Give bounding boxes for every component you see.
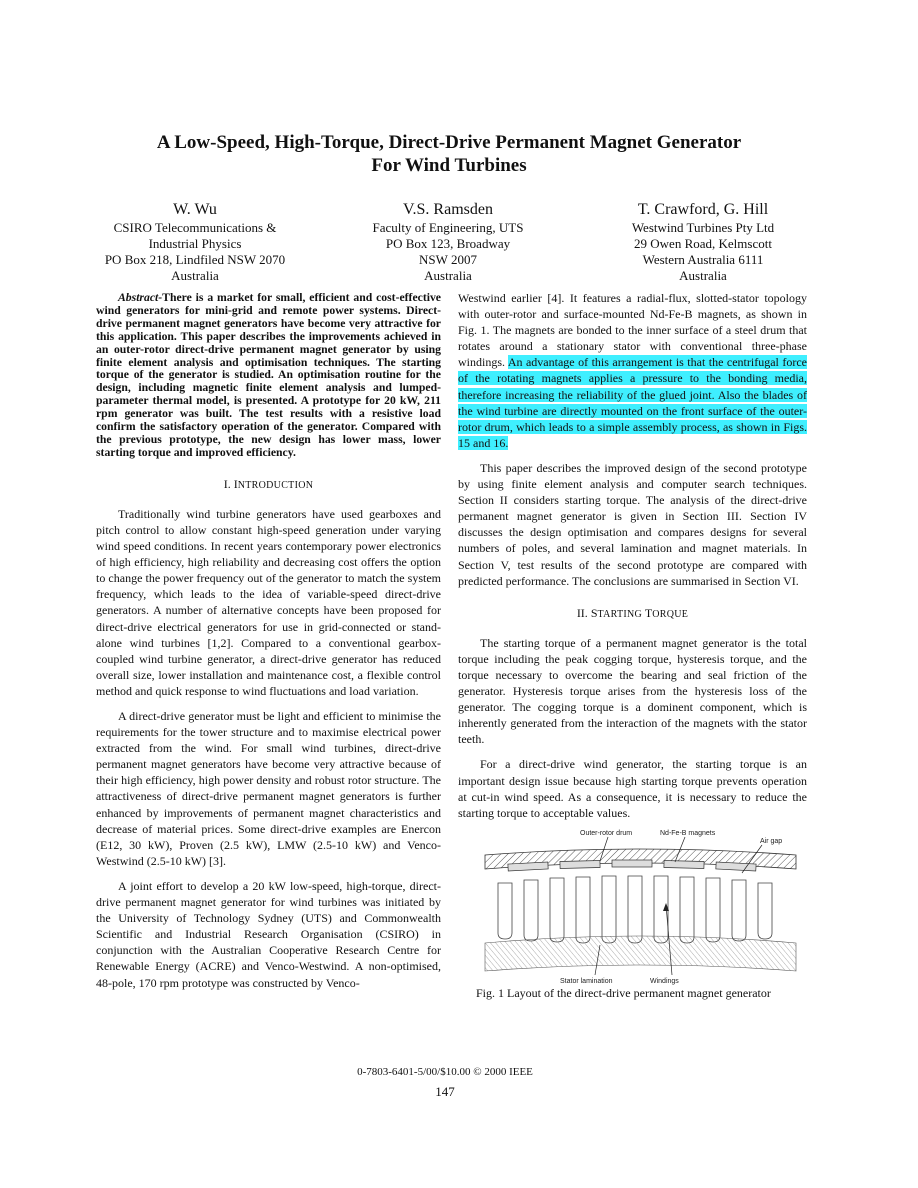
stator-teeth — [498, 876, 772, 943]
author-affil-line: NSW 2007 — [419, 252, 477, 267]
label-outer-rotor-drum: Outer-rotor drum — [580, 829, 633, 837]
section-initial: S — [590, 605, 598, 620]
label-air-gap: Air gap — [760, 837, 783, 845]
author-affil-line: Western Australia 6111 — [642, 252, 764, 267]
author-name: T. Crawford, G. Hill — [637, 201, 769, 218]
paragraph: For a direct-drive wind generator, the starting torque is an important design issue because high starting torque prevents operation at cut-in wind speed. As a consequence, it is necessary to reduce the starting torque to acceptable values. — [458, 757, 807, 820]
section-title-rest: TARTING — [597, 608, 645, 620]
section-heading-introduction — [96, 476, 441, 494]
abstract-lead: Abstract- — [118, 291, 163, 304]
author-affil-line: PO Box 218, Lindfiled NSW 2070 — [104, 252, 286, 267]
section-number: I. — [223, 476, 231, 491]
title-line-2: For Wind Turbines — [371, 155, 527, 176]
stator-lamination-shape — [485, 936, 796, 971]
section-initial: I — [233, 476, 238, 491]
author-affil-line: Australia — [679, 268, 727, 283]
label-stator-lamination: Stator lamination — [560, 977, 613, 985]
figure-caption: Fig. 1 Layout of the direct-drive permanent magnet generator — [476, 985, 771, 1000]
section-initial: T — [644, 605, 653, 620]
label-windings: Windings — [650, 977, 679, 985]
left-column — [96, 292, 441, 991]
section-title-rest: NTRODUCTION — [237, 479, 314, 491]
author-affil-line: CSIRO Telecommunications & — [113, 220, 277, 235]
author-block-3 — [600, 199, 806, 284]
paragraph: The starting torque of a permanent magnet generator is the total torque including the peak cogging torque, hysteresis torque, and the torque necessary to overcome the bearing and seal friction of the generator. Hysteresis torque arises from the hysteresis loss of the generator. The cogging torque is a dominent component, which is inherently generated from the interaction of the magnets with the stator teeth. — [458, 635, 807, 747]
label-magnets: Nd-Fe-B magnets — [660, 829, 716, 837]
abstract — [96, 292, 441, 460]
author-name: V.S. Ramsden — [403, 201, 493, 218]
right-column — [458, 290, 807, 1001]
figure-1 — [480, 825, 798, 985]
author-affil-line: Westwind Turbines Pty Ltd — [631, 220, 775, 235]
author-affil-line: Australia — [424, 268, 472, 283]
author-affil-line: 29 Owen Road, Kelmscott — [634, 236, 772, 251]
section-title-rest: ORQUE — [652, 608, 689, 620]
author-block-1 — [96, 199, 294, 284]
author-affil-line: Australia — [171, 268, 219, 283]
page-number: 147 — [435, 1084, 455, 1099]
paragraph: Traditionally wind turbine generators have used gearboxes and pitch control to allow constant high-speed generation under varying wind speed conditions. In recent years contemporary power electronics of high efficiency, high reliability and decreasing cost offers the option to change the power frequency out of the generator to match the system frequency, which leads to the idea of variable-speed direct-drive generators. A number of alternative concepts have been proposed for direct-drive electrical generators for use in grid-connected or stand-alone wind turbines [1,2]. Compared to a conventional gearbox-coupled wind turbine generator, a direct-drive generator has reduced overall size, lower installation and maintenance cost, a flexible control method and quick response to wind fluctuations and load variation. — [96, 506, 441, 698]
section-number: II. — [576, 605, 588, 620]
paragraph — [458, 290, 807, 451]
author-affil-line: Faculty of Engineering, UTS — [372, 220, 524, 235]
author-name: W. Wu — [173, 201, 217, 218]
author-affil-line: PO Box 123, Broadway — [385, 236, 511, 251]
paragraph: This paper describes the improved design of the second prototype by using finite element analysis and computer search techniques. Section II considers starting torque. The analysis of the direct-drive permanent magnet generator is given in Section III. Section IV discusses the design optimisation and compares designs for several numbers of poles, and several lamination and magnet materials. In Section V, test results of the second prototype are compared with predicted performance. The conclusions are summarised in Section VI. — [458, 460, 807, 588]
title-line-1: A Low-Speed, High-Torque, Direct-Drive Permanent Magnet Generator — [156, 132, 742, 153]
section-heading-starting-torque — [458, 605, 807, 623]
paper-title — [0, 131, 898, 177]
paragraph: A direct-drive generator must be light and efficient to minimise the requirements for the tower structure and to maximise electrical power extracted from the wind. For small wind turbines, direct-drive permanent magnet generators have become very attractive because of their high efficiency, high power density and robust rotor structure. The attractiveness of direct-drive permanent magnet generators is further enhanced by improvements of permanent magnet characteristics and decrease of material prices. Some direct-drive examples are Enercon (E12, 30 kW), Proven (2.5 kW), LMW (2.5-10 kW) and Venco-Westwind (2.5-10 kW) [3]. — [96, 709, 441, 868]
paragraph: A joint effort to develop a 20 kW low-speed, high-torque, direct-drive permanent magnet generator for wind turbines was initiated by the University of Technology Sydney (UTS) and Commonwealth Scientific and Industrial Research Organisation (CSIRO) in conjunction with the Australian Cooperative Research Centre for Renewable Energy (ACRE) and Venco-Westwind. A non-optimised, 48-pole, 170 rpm prototype was constructed by Venco- — [96, 878, 441, 990]
author-affil-line: Industrial Physics — [148, 236, 242, 251]
author-block-2 — [348, 199, 548, 284]
copyright-line: 0-7803-6401-5/00/$10.00 © 2000 IEEE — [357, 1066, 533, 1078]
highlighted-text[interactable]: An advantage of this arrangement is that the centrifugal force of the rotating magnets applies a pressure to the bonding media, therefore increasing the reliability of the glued joint. Also the blades of the wind turbine are directly mounted on the front surface of the outer-rotor drum, which leads to a simple assembly process, as shown in Figs. 15 and 16. — [458, 355, 807, 450]
paragraph-text: Westwind earlier [4]. It features a radial-flux, slotted-stator topology with outer-rotor and surface-mounted Nd-Fe-B magnets, as shown in Fig. 1. The magnets are bonded to the inner surface of a steel drum that rotates around a stationary stator with conventional three-phase windings. — [458, 291, 807, 370]
generator-layout-diagram — [480, 825, 798, 985]
abstract-text: There is a market for small, efficient and cost-effective wind generators for mini-grid and remote power systems. Direct-drive permanent magnet generators have become very attractive for this application. This paper describes the improvements achieved in an outer-rotor direct-drive permanent magnet generator by using finite element analysis and optimisation techniques. The starting torque of the generator is studied. An optimisation routine for the design, including magnetic finite element analysis and lumped-parameter thermal model, is presented. A prototype for 20 kW, 211 rpm generator was built. The test results with a resistive load confirm the satisfactory operation of the generator. Compared with the previous prototype, the new design has lower mass, lower starting torque and improved efficiency. — [96, 291, 441, 459]
